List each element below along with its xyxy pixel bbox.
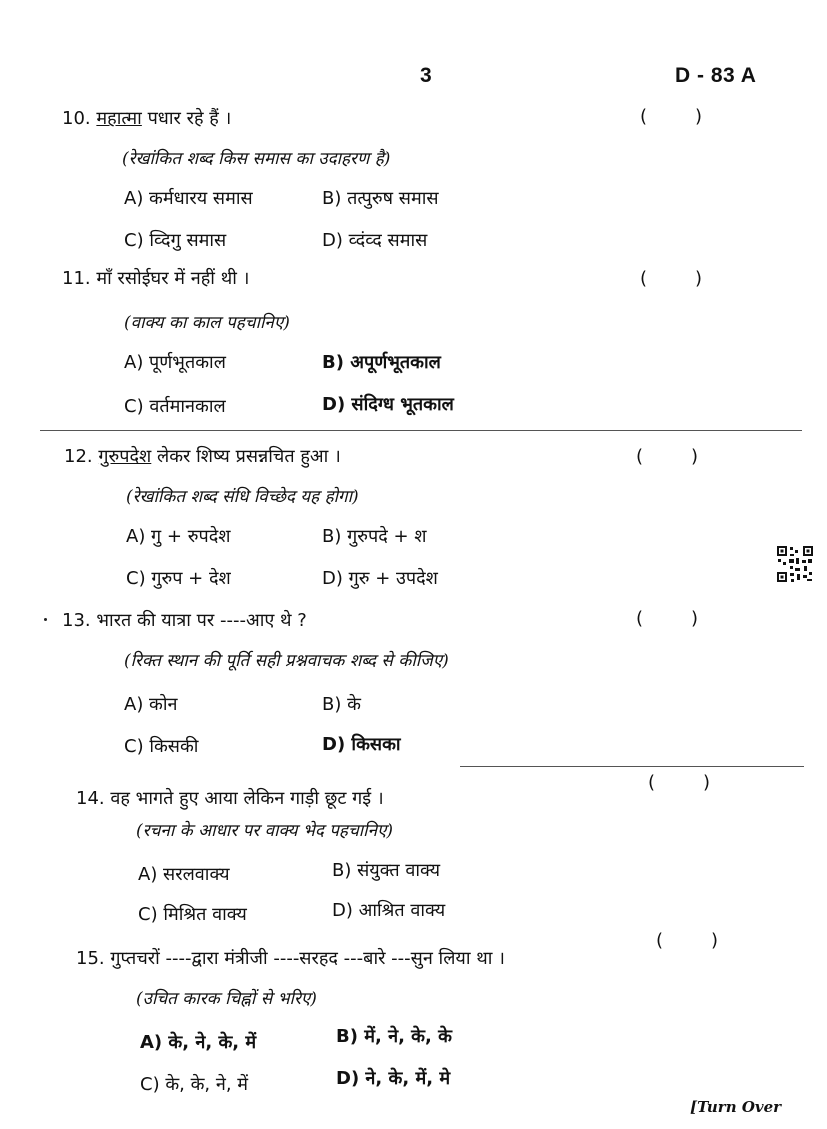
option-d: D) गुरु + उपदेश [322,568,438,589]
question-text: लेकर शिष्य प्रसन्नचित हुआ । [151,446,341,467]
option-c: C) के, के, ने, में [140,1074,249,1095]
option-a: A) कोन [124,694,178,715]
question-14-stem [76,786,384,810]
answer-blank: ( ) [640,268,703,289]
question-instruction: (वाक्य का काल पहचानिए) [124,313,290,333]
answer-blank: ( ) [636,446,699,467]
option-d: D) ने, के, में, मे [336,1068,451,1089]
option-d: D) आश्रित वाक्य [332,900,446,921]
option-b: B) संयुक्त वाक्य [332,860,441,881]
question-13-stem [62,608,307,632]
question-text: वह भागते हुए आया लेकिन गाड़ी छूट गई । [110,788,384,809]
question-number: 14. [76,788,105,809]
question-instruction: (रचना के आधार पर वाक्य भेद पहचानिए) [136,821,394,841]
question-instruction: (रेखांकित शब्द किस समास का उदाहरण है) [122,149,391,169]
question-instruction: (उचित कारक चिह्नों से भरिए) [136,989,317,1009]
qr-code-icon [776,545,814,583]
turn-over-note: [Turn Over [690,1098,782,1116]
answer-blank: ( ) [636,608,699,629]
question-15-stem [76,946,505,970]
option-d: D) किसका [322,734,401,755]
option-a: A) सरलवाक्य [138,864,230,885]
divider [460,766,804,767]
page-number: 3 [420,64,432,87]
answer-blank: ( ) [648,772,711,793]
option-c: C) वर्तमानकाल [124,396,226,417]
option-c: C) गुरुप + देश [126,568,231,589]
question-number: 15. [76,948,105,969]
option-a: A) पूर्णभूतकाल [124,352,226,373]
divider [40,430,802,431]
question-text: गुप्तचरों ----द्वारा मंत्रीजी ----सरहद ---बारे ---सुन लिया था । [110,948,505,969]
option-b: B) में, ने, के, के [336,1026,452,1047]
question-number: 13. [62,610,91,631]
option-d: D) व्दंव्द समास [322,230,428,251]
question-instruction: (रेखांकित शब्द संधि विच्छेद यह होगा) [126,487,359,507]
question-12-stem [64,444,341,468]
question-text: माँ रसोईघर में नहीं थी । [96,268,250,289]
option-b: B) गुरुपदे + श [322,526,427,547]
option-d: D) संदिग्ध भूतकाल [322,394,454,415]
question-text: पधार रहे हैं । [141,108,232,129]
stray-mark [44,618,47,621]
underlined-word: महात्मा [96,108,142,129]
question-10-stem [62,106,231,130]
question-number: 10. [62,108,91,129]
option-c: C) व्दिगु समास [124,230,227,251]
option-a: A) गु + रुपदेश [126,526,231,547]
option-c: C) मिश्रित वाक्य [138,904,247,925]
option-b: B) के [322,694,361,715]
paper-code: D - 83 A [675,64,757,87]
option-a: A) कर्मधारय समास [124,188,253,209]
option-b: B) अपूर्णभूतकाल [322,352,441,373]
question-number: 11. [62,268,91,289]
question-text: भारत की यात्रा पर ----आए थे ? [96,610,307,631]
answer-blank: ( ) [640,106,703,127]
option-b: B) तत्पुरुष समास [322,188,439,209]
question-11-stem [62,266,249,290]
question-instruction: (रिक्त स्थान की पूर्ति सही प्रश्नवाचक शब्द से कीजिए) [124,651,449,671]
underlined-word: गुरुपदेश [98,446,152,467]
option-c: C) किसकी [124,736,199,757]
option-a: A) के, ने, के, में [140,1032,257,1053]
answer-blank: ( ) [656,930,719,951]
question-number: 12. [64,446,93,467]
